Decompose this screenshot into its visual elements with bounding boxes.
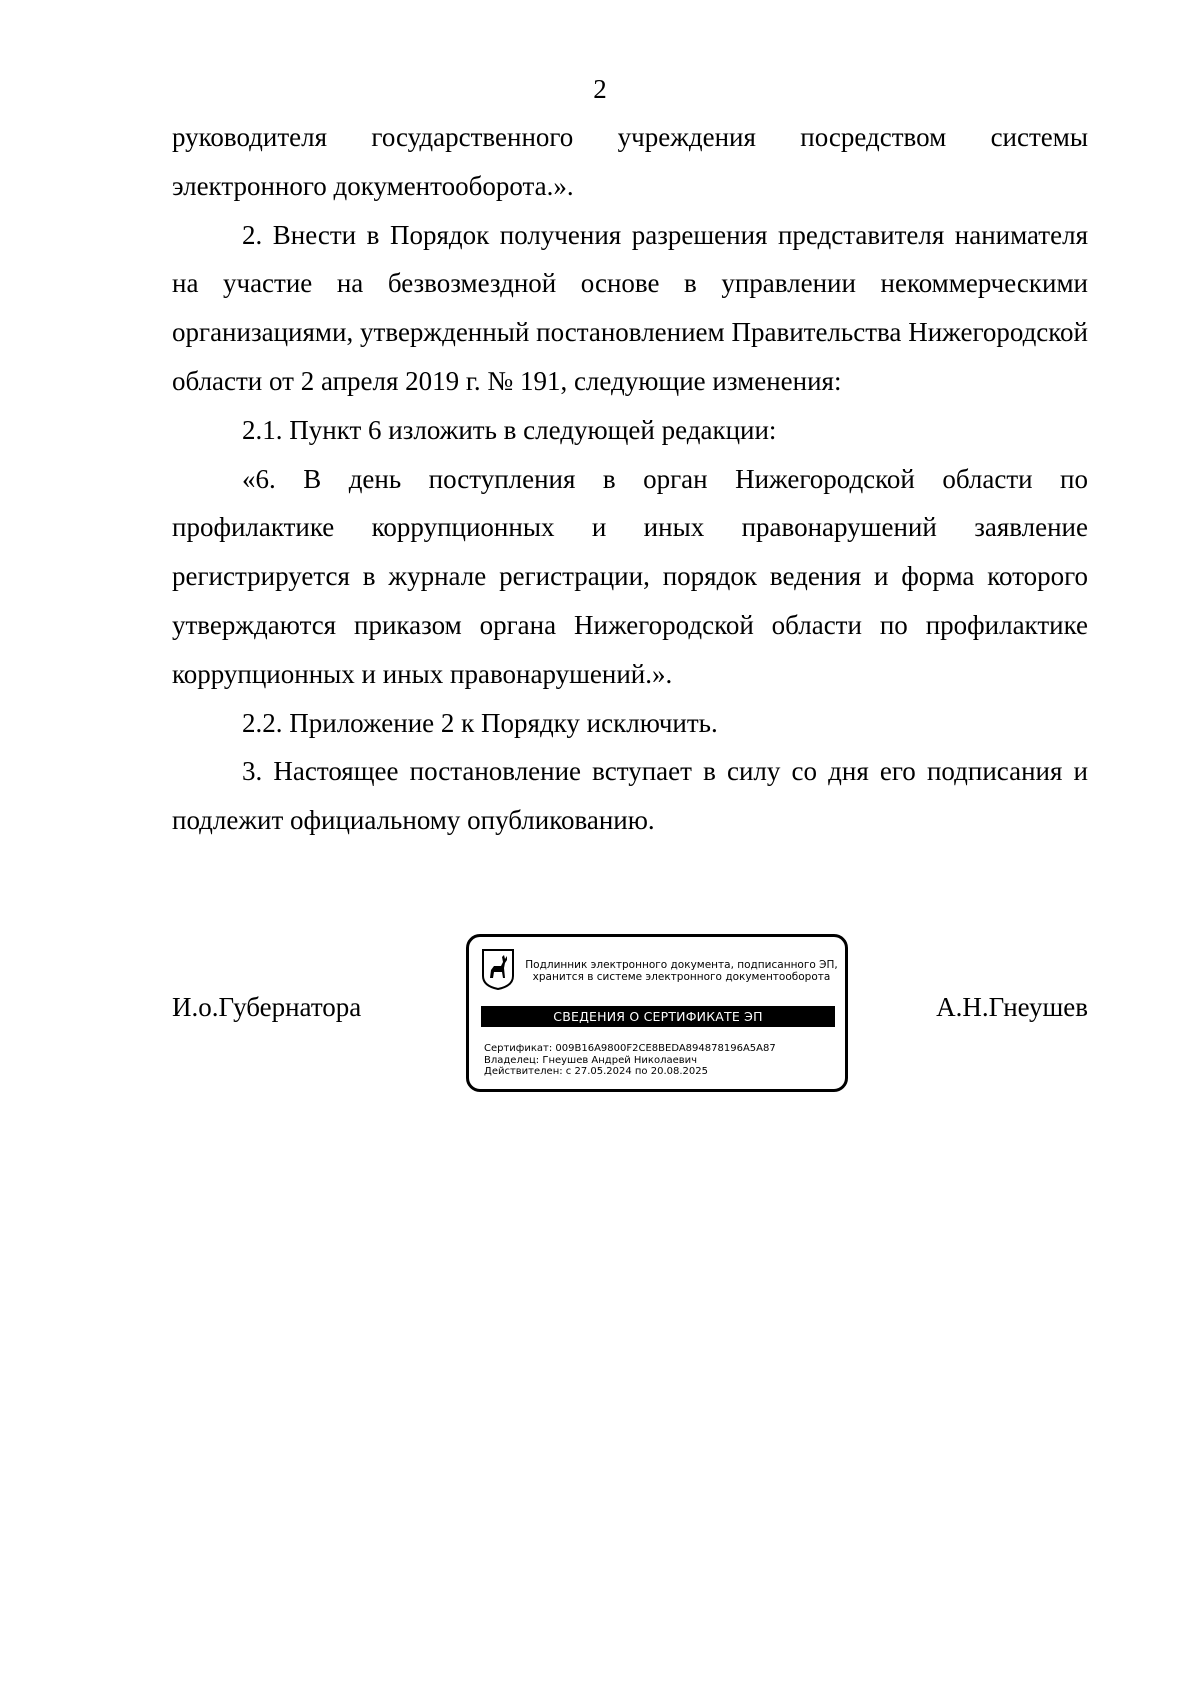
- stamp-header: [519, 959, 844, 983]
- signatory-position: И.о.Губернатора: [172, 992, 362, 1022]
- paragraph: 2. Внести в Порядок получения разрешения представителя нанимателя на участие на безвозмездной основе в управлении некоммерческими организациями, утвержденный постановлением Правительства Нижегородской области от 2 апреля 2019 г. № 191, следующие изменения:: [172, 219, 1088, 396]
- paragraph: 3. Настоящее постановление вступает в силу со дня его подписания и подлежит официальному опубликованию.: [172, 756, 1088, 836]
- paragraph: 2.1. Пункт 6 изложить в следующей редакции:: [242, 414, 777, 445]
- page-number: 2: [593, 74, 607, 104]
- electronic-signature-stamp: [466, 934, 848, 1092]
- stamp-header-line: хранится в системе электронного документооборота: [532, 971, 831, 983]
- stamp-certificate-info: [484, 1043, 776, 1078]
- paragraph: руководителя государственного учреждения посредством системы электронного документооборота.».: [172, 122, 1088, 201]
- certificate-owner: Владелец: Гнеушев Андрей Николаевич: [484, 1054, 698, 1066]
- signatory-name: А.Н.Гнеушев: [936, 992, 1088, 1022]
- stamp-certificate-banner: СВЕДЕНИЯ О СЕРТИФИКАТЕ ЭП: [481, 1006, 835, 1027]
- paragraph: 2.2. Приложение 2 к Порядку исключить.: [242, 707, 718, 738]
- document-body: [172, 113, 1088, 845]
- paragraph: «6. В день поступления в орган Нижегородской области по профилактике коррупционных и иных правонарушений заявление регистрируется в журнале регистрации, порядок ведения и форма которого утверждаются приказом органа Нижегородской области по профилактике коррупционных и иных правонарушений.».: [172, 463, 1088, 689]
- deer-emblem-icon: [481, 948, 515, 990]
- certificate-validity: Действителен: с 27.05.2024 по 20.08.2025: [484, 1066, 708, 1077]
- certificate-number: Сертификат: 009B16A9800F2CE8BEDA894878196A5A87: [484, 1043, 776, 1054]
- stamp-header-line: Подлинник электронного документа, подписанного ЭП,: [525, 959, 838, 971]
